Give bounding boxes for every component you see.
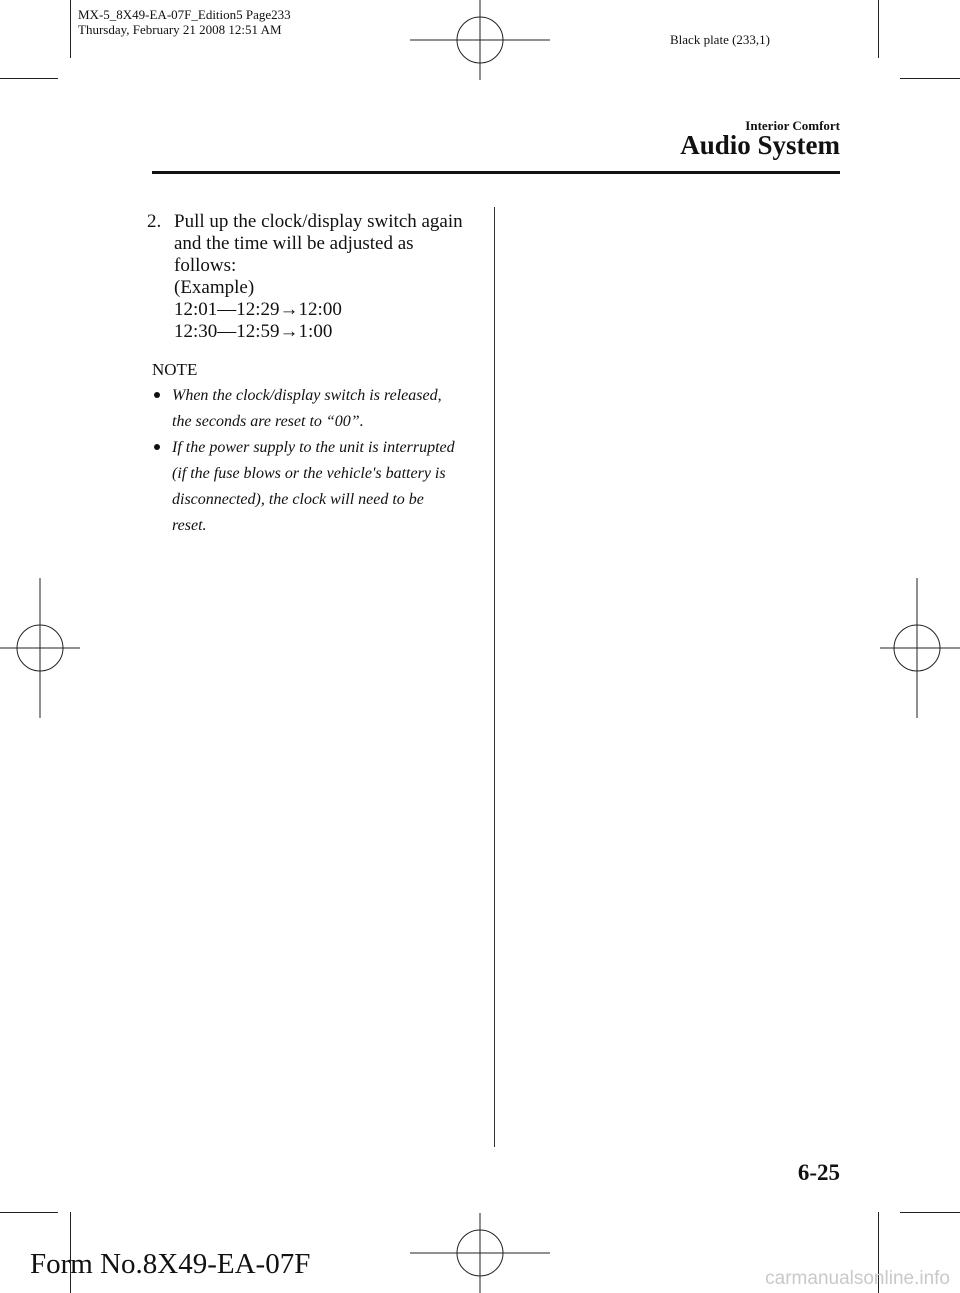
step-number: 2. [147,211,162,232]
left-column [147,211,487,539]
bullet-icon [154,392,160,398]
step-line: 12:30―12:59→1:00 [174,321,333,342]
print-metadata [78,7,291,37]
step-line: (Example) [174,277,255,298]
registration-mark-right [880,578,960,718]
step-line: follows: [174,255,237,276]
page-title: Audio System [680,130,840,160]
note-heading: NOTE [152,360,198,379]
column-divider [494,207,495,1147]
section-label: Interior Comfort [745,118,840,133]
note-item [154,383,487,435]
registration-mark-top [410,0,550,80]
step-2 [147,211,487,343]
note-line: If the power supply to the unit is interrupted [172,439,455,456]
watermark: carmanualsonline.info [765,1268,950,1289]
note-line: reset. [172,517,207,534]
bullet-icon [154,444,160,450]
plate-label: Black plate (233,1) [670,32,770,47]
step-line: Pull up the clock/display switch again [174,211,463,232]
print-date-line: Thursday, February 21 2008 12:51 AM [78,22,282,37]
registration-mark-bottom [410,1213,550,1293]
print-file-line: MX-5_8X49-EA-07F_Edition5 Page233 [78,7,291,22]
note-list [154,383,487,539]
note-line: (if the fuse blows or the vehicle's battery is [172,465,446,482]
step-line: 12:01―12:29→12:00 [174,299,342,320]
note-item [154,435,487,539]
title-rule [152,171,840,174]
step-line: and the time will be adjusted as [174,233,414,254]
registration-mark-left [0,578,80,718]
note-line: When the clock/display switch is released, [172,387,442,404]
page-number: 6-25 [797,1160,840,1185]
form-number: Form No.8X49-EA-07F [30,1248,311,1280]
note-line: the seconds are reset to “00”. [172,413,364,430]
note-line: disconnected), the clock will need to be [172,491,424,508]
